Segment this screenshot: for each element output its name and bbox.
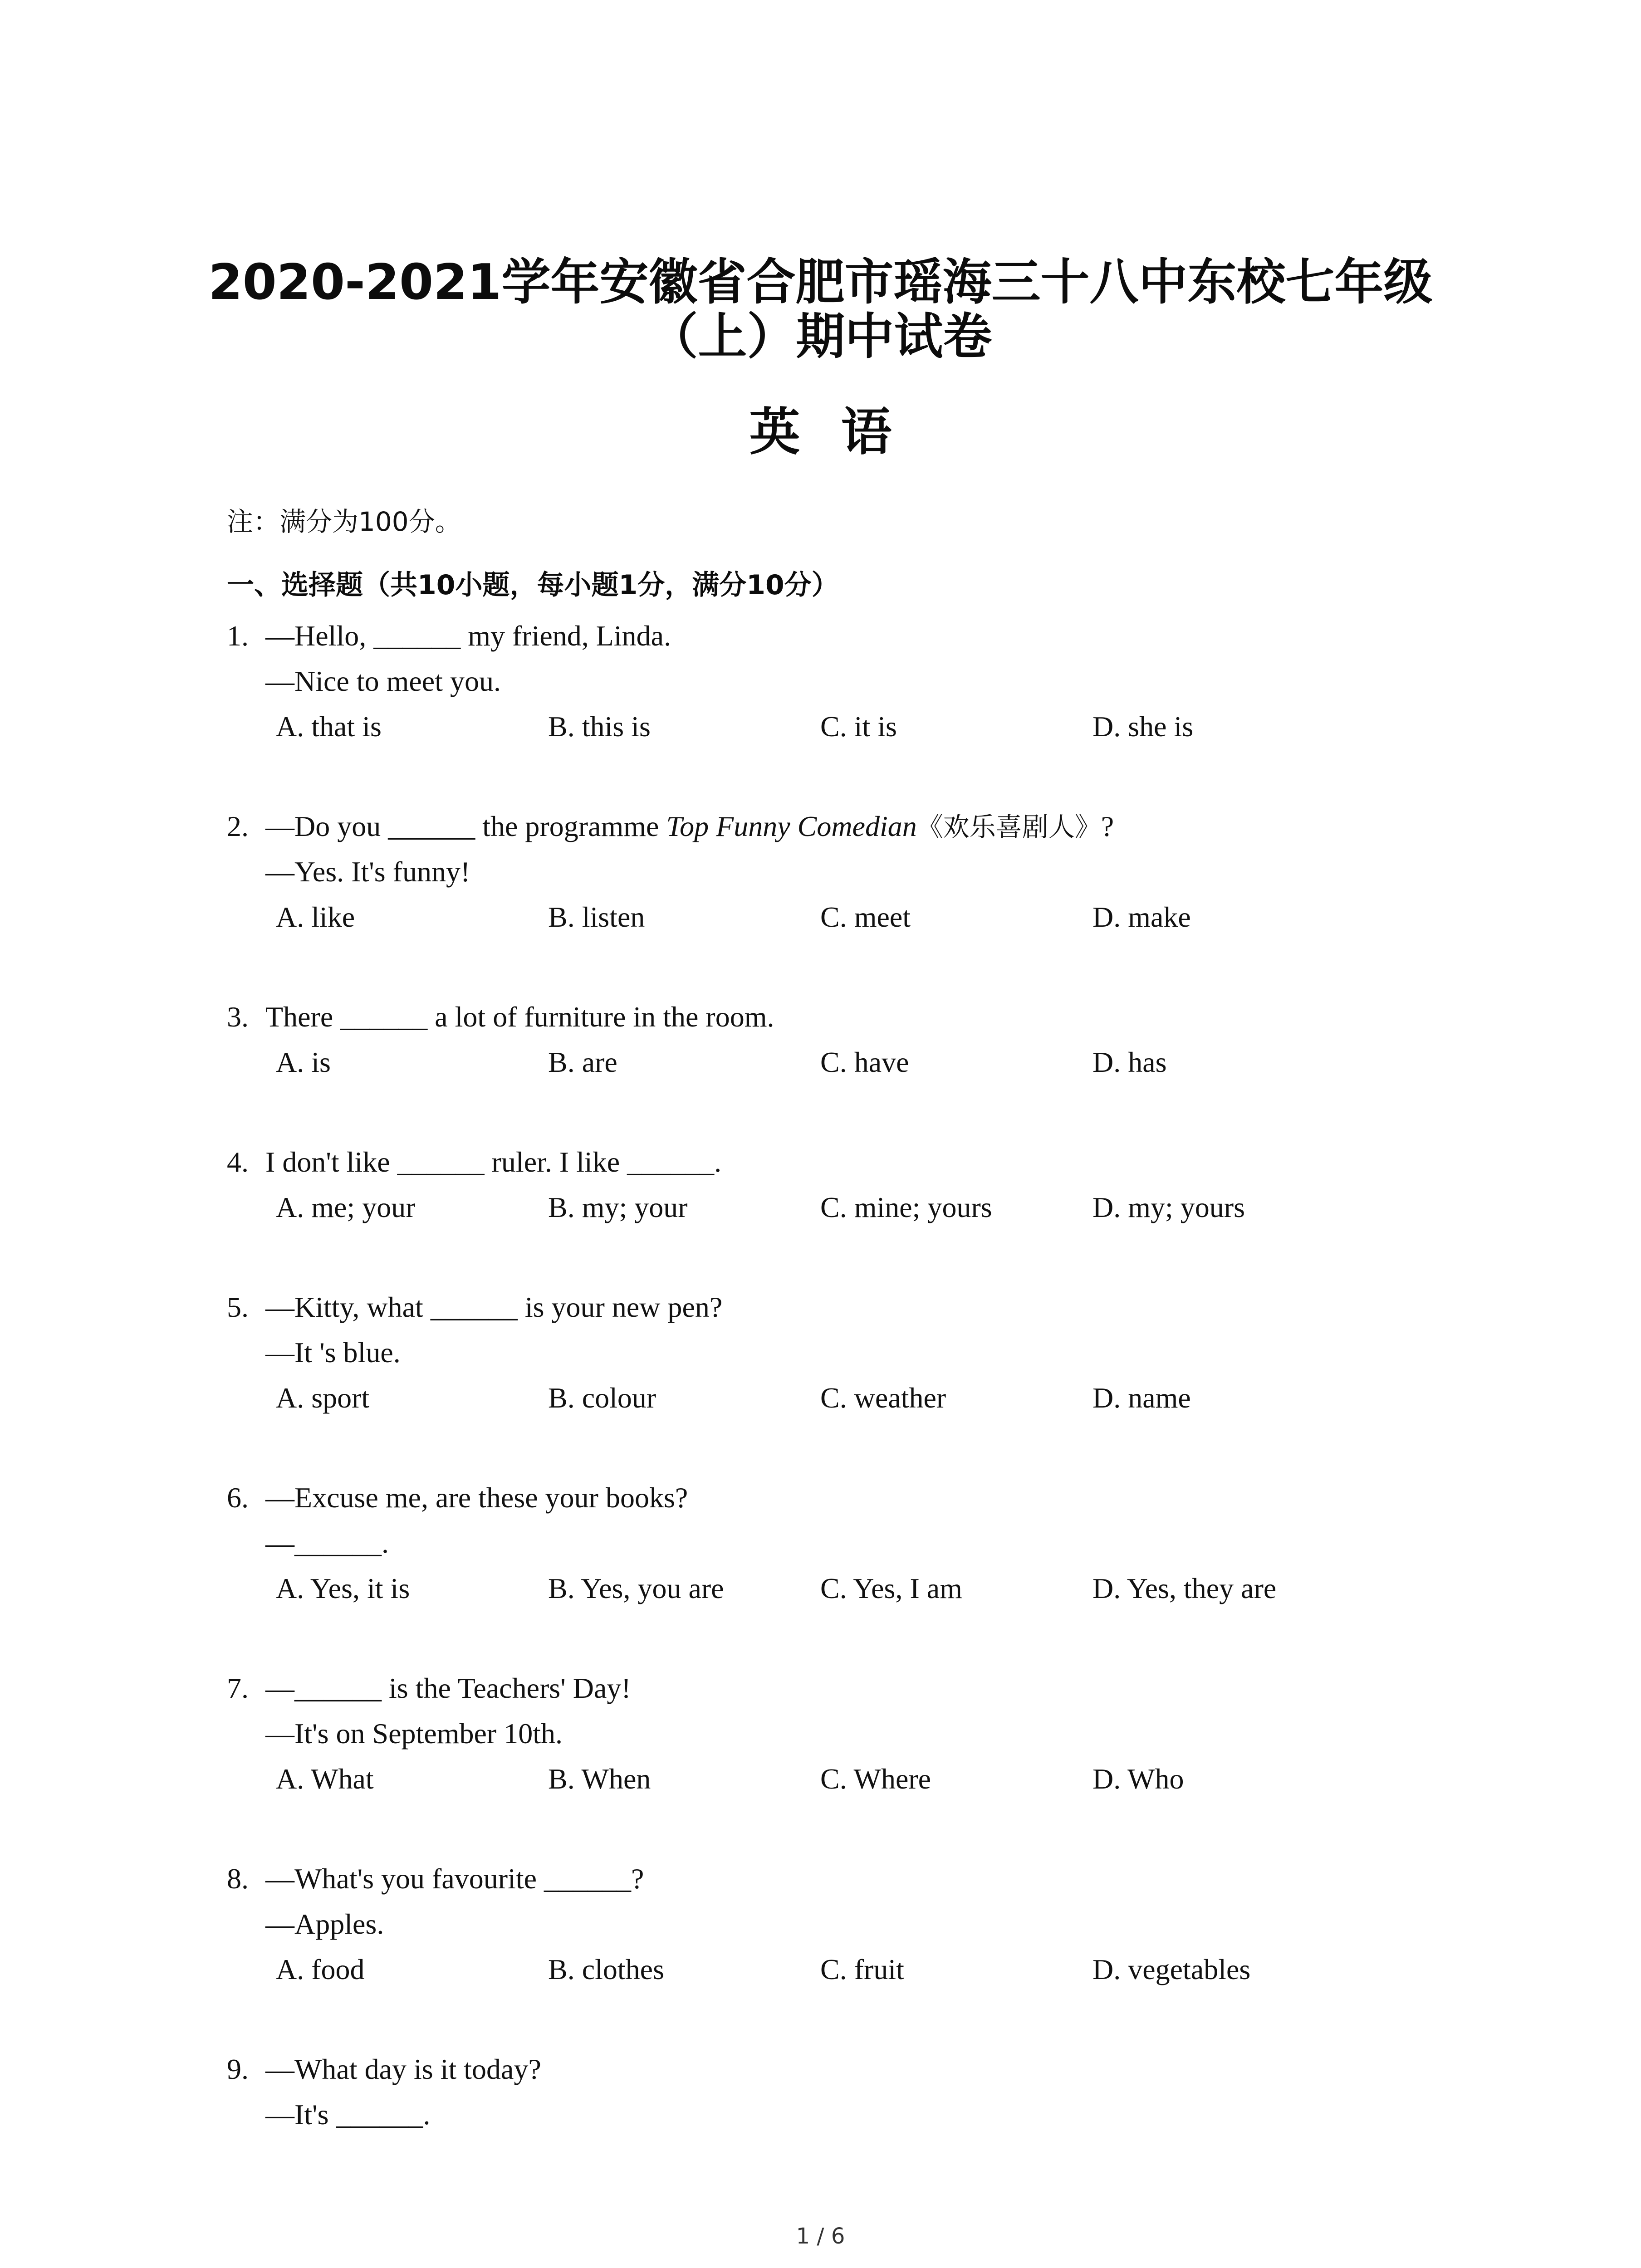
option-a: A. like (276, 901, 355, 933)
option-d: D. make (1092, 901, 1191, 933)
question-text: —Apples. (265, 1908, 384, 1940)
option-d: D. she is (1092, 710, 1194, 743)
question-text: —It's on September 10th. (265, 1717, 563, 1750)
question-text: —It 's blue. (265, 1336, 401, 1369)
option-c: C. have (820, 1046, 909, 1078)
question-text: —What day is it today? (265, 2053, 541, 2085)
option-d: D. vegetables (1092, 1953, 1251, 1985)
option-a: A. that is (276, 710, 382, 743)
question-number: 3. (227, 1001, 249, 1033)
option-a: A. What (276, 1763, 374, 1795)
question-text: —Kitty, what ______ is your new pen? (265, 1291, 723, 1323)
option-d: D. Yes, they are (1092, 1572, 1277, 1604)
option-c: C. mine; yours (820, 1191, 992, 1223)
question-text: —What's you favourite ______? (265, 1862, 644, 1895)
option-d: D. has (1092, 1046, 1167, 1078)
question-number: 8. (227, 1862, 249, 1895)
option-c: C. meet (820, 901, 911, 933)
option-b: B. colour (548, 1382, 656, 1414)
option-b: B. this is (548, 710, 651, 743)
question-number: 9. (227, 2053, 249, 2085)
question-text: —Excuse me, are these your books? (265, 1481, 688, 1514)
question-text: —Yes. It's funny! (265, 855, 470, 888)
option-b: B. listen (548, 901, 645, 933)
option-b: B. my; your (548, 1191, 688, 1223)
option-a: A. sport (276, 1382, 370, 1414)
option-c: C. it is (820, 710, 897, 743)
question-number: 6. (227, 1481, 249, 1514)
exam-title-line2: （上）期中试卷 (649, 308, 992, 365)
page-number: 1 / 6 (796, 2224, 845, 2249)
programme-title-cn: 《欢乐喜剧人》 (916, 811, 1101, 842)
question-text-part: ? (1101, 810, 1114, 842)
option-c: C. fruit (820, 1953, 904, 1985)
option-b: B. clothes (548, 1953, 664, 1985)
option-d: D. name (1092, 1382, 1191, 1414)
option-a: A. Yes, it is (276, 1572, 410, 1604)
option-a: A. food (276, 1953, 365, 1985)
programme-title: Top Funny Comedian (666, 810, 917, 842)
option-a: A. me; your (276, 1191, 416, 1223)
question-text: —______ is the Teachers' Day! (265, 1672, 631, 1704)
section-heading: 一、选择题（共10小题，每小题1分，满分10分） (227, 569, 839, 601)
question-number: 5. (227, 1291, 249, 1323)
question-text: —It's ______. (265, 2098, 431, 2131)
question-text (265, 806, 1114, 847)
question-text: There ______ a lot of furniture in the room. (265, 1001, 774, 1033)
option-b: B. When (548, 1763, 651, 1795)
option-b: B. are (548, 1046, 617, 1078)
option-b: B. Yes, you are (548, 1572, 724, 1604)
question-text: —Nice to meet you. (265, 665, 501, 697)
question-text: —Hello, ______ my friend, Linda. (265, 620, 671, 652)
option-a: A. is (276, 1046, 331, 1078)
question-number: 2. (227, 810, 249, 842)
question-number: 4. (227, 1146, 249, 1178)
question-text: —______. (265, 1527, 389, 1559)
option-d: D. my; yours (1092, 1191, 1245, 1223)
option-c: C. weather (820, 1382, 946, 1414)
option-c: C. Where (820, 1763, 931, 1795)
question-text: I don't like ______ ruler. I like ______. (265, 1146, 722, 1178)
question-number: 1. (227, 620, 249, 652)
option-c: C. Yes, I am (820, 1572, 962, 1604)
subject-heading: 英语 (749, 403, 933, 462)
score-note: 注：满分为100分。 (227, 506, 461, 537)
question-number: 7. (227, 1672, 249, 1704)
option-d: D. Who (1092, 1763, 1184, 1795)
question-text-part: —Do you ______ the programme (265, 810, 666, 842)
exam-title-line1: 2020-2021学年安徽省合肥市瑶海三十八中东校七年级 (208, 254, 1433, 311)
